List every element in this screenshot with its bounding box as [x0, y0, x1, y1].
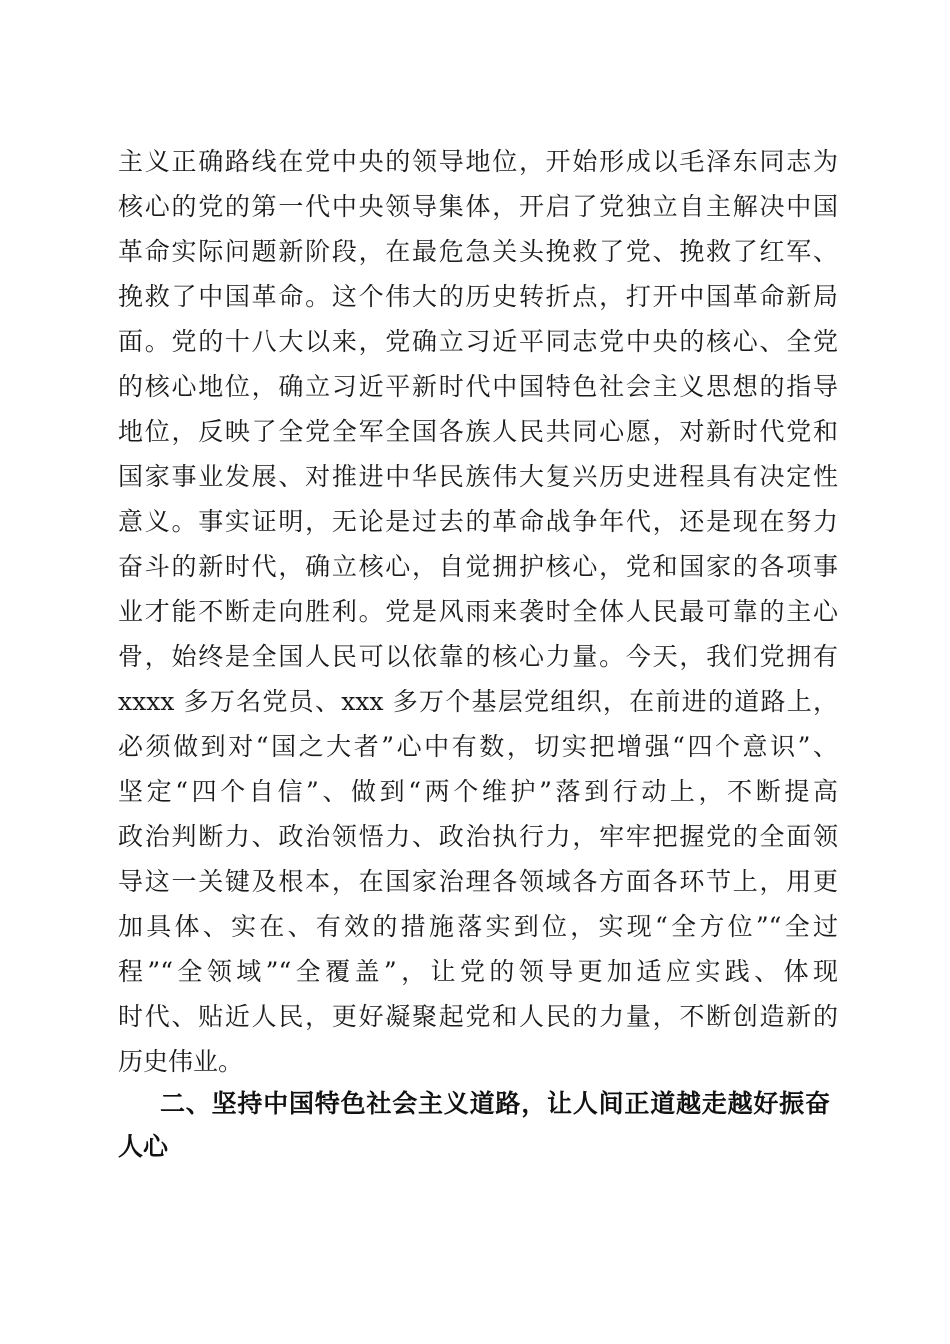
body-line: 主义正确路线在党中央的领导地位，开始形成以毛泽东同志为: [118, 147, 838, 176]
section-heading-continuation: 人心: [118, 1132, 169, 1161]
body-line: 时代、贴近人民，更好凝聚起党和人民的力量，不断创造新的: [118, 1002, 838, 1031]
body-line: 政治判断力、政治领悟力、政治执行力，牢牢把握党的全面领: [118, 822, 838, 851]
body-line: 面。党的十八大以来，党确立习近平同志党中央的核心、全党: [118, 327, 838, 356]
body-line: 核心的党的第一代中央领导集体，开启了党独立自主解决中国: [118, 192, 838, 221]
body-line: 业才能不断走向胜利。党是风雨来袭时全体人民最可靠的主心: [118, 597, 838, 626]
body-line: 地位，反映了全党全军全国各族人民共同心愿，对新时代党和: [118, 417, 838, 446]
body-line: 意义。事实证明，无论是过去的革命战争年代，还是现在努力: [118, 507, 838, 536]
section-heading: 二、坚持中国特色社会主义道路，让人间正道越走越好振奋: [160, 1089, 830, 1118]
body-line: 加具体、实在、有效的措施落实到位，实现“全方位”“全过: [118, 912, 838, 941]
body-line: 革命实际问题新阶段，在最危急关头挽救了党、挽救了红军、: [118, 237, 838, 266]
body-line: 的核心地位，确立习近平新时代中国特色社会主义思想的指导: [118, 372, 838, 401]
body-line: 导这一关键及根本，在国家治理各领域各方面各环节上，用更: [118, 867, 838, 896]
body-line: 奋斗的新时代，确立核心，自觉拥护核心，党和国家的各项事: [118, 552, 838, 581]
body-line: 骨，始终是全国人民可以依靠的核心力量。今天，我们党拥有: [118, 642, 838, 671]
body-line: 程”“全领域”“全覆盖”，让党的领导更加适应实践、体现: [118, 957, 838, 986]
body-line: xxxx 多万名党员、xxx 多万个基层党组织，在前进的道路上，: [118, 687, 838, 716]
body-line: 国家事业发展、对推进中华民族伟大复兴历史进程具有决定性: [118, 462, 838, 491]
body-line: 坚定“四个自信”、做到“两个维护”落到行动上，不断提高: [118, 777, 838, 806]
body-line: 挽救了中国革命。这个伟大的历史转折点，打开中国革命新局: [118, 282, 838, 311]
body-line-last: 历史伟业。: [118, 1047, 244, 1076]
body-line: 必须做到对“国之大者”心中有数，切实把增强“四个意识”、: [118, 732, 838, 761]
